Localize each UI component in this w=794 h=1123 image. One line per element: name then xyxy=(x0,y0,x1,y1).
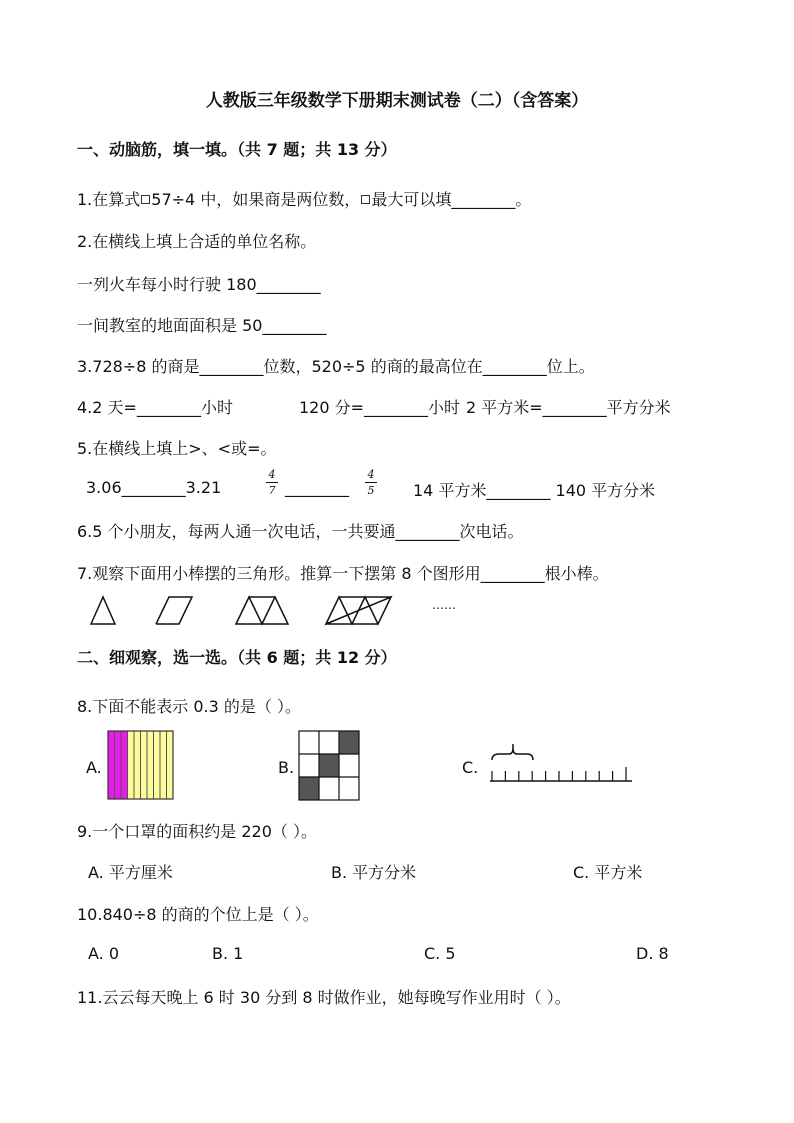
question-4c: 2 平方米=________平方分米 xyxy=(466,398,671,417)
q9-option-c: C. 平方米 xyxy=(573,863,643,882)
triangle-pattern-2 xyxy=(156,597,192,624)
question-9: 9.一个口罩的面积约是 220（ ）。 xyxy=(77,822,317,841)
fraction-left: 4 7 xyxy=(266,469,278,496)
question-5: 5.在横线上填上>、<或=。 xyxy=(77,439,277,458)
option-a-label: A. xyxy=(86,758,102,777)
q9-option-b: B. 平方分米 xyxy=(331,863,417,882)
q10-option-c: C. 5 xyxy=(424,944,456,963)
question-2: 2.在横线上填上合适的单位名称。 xyxy=(77,232,317,251)
question-2a: 一列火车每小时行驶 180________ xyxy=(77,275,321,294)
question-4b: 120 分=________小时 xyxy=(299,398,461,417)
q9-option-a: A. 平方厘米 xyxy=(88,863,173,882)
brace-icon xyxy=(492,744,533,760)
question-10: 10.840÷8 的商的个位上是（ ）。 xyxy=(77,905,319,924)
page-title: 人教版三年级数学下册期末测试卷（二）（含答案） xyxy=(205,91,589,111)
continuation-dots: …… xyxy=(432,598,456,612)
question-2b: 一间教室的地面面积是 50________ xyxy=(77,316,327,335)
figure-a-bar-model xyxy=(108,731,174,801)
q10-option-d: D. 8 xyxy=(636,944,669,963)
question-7: 7.观察下面用小棒摆的三角形。推算一下摆第 8 个图形用________根小棒。 xyxy=(77,564,609,583)
q10-option-b: B. 1 xyxy=(212,944,244,963)
option-b-label: B. xyxy=(278,758,295,777)
q10-option-a: A. 0 xyxy=(88,944,120,963)
blank-square-icon xyxy=(141,195,150,204)
question-1: 1.在算式 57÷4 中，如果商是两位数， 最大可以填________。 xyxy=(77,190,532,209)
figure-b-grid xyxy=(299,730,361,802)
fraction-right: 4 5 xyxy=(365,469,377,496)
question-3: 3.728÷8 的商是________位数，520÷5 的商的最高位在________位上。 xyxy=(77,357,595,376)
section-2-heading: 二、细观察，选一选。（共 6 题；共 12 分） xyxy=(77,648,397,667)
option-c-label: C. xyxy=(462,758,479,777)
question-11: 11.云云每天晚上 6 时 30 分到 8 时做作业，她每晚写作业用时（ ）。 xyxy=(77,988,571,1007)
section-1-heading: 一、动脑筋，填一填。（共 7 题；共 13 分） xyxy=(77,140,397,159)
triangle-pattern-4 xyxy=(326,597,391,624)
triangle-pattern-3 xyxy=(236,597,288,624)
question-4a: 4.2 天=________小时 xyxy=(77,398,233,417)
triangle-pattern-1 xyxy=(91,597,115,624)
question-8: 8.下面不能表示 0.3 的是（ ）。 xyxy=(77,697,301,716)
question-5c: 14 平方米________ 140 平方分米 xyxy=(413,481,656,500)
question-6: 6.5 个小朋友，每两人通一次电话，一共要通________次电话。 xyxy=(77,522,524,541)
blank-square-icon xyxy=(361,195,370,204)
question-5a: 3.06________3.21 xyxy=(86,478,222,497)
triangle-sticks-figure xyxy=(88,595,468,627)
figure-c-ruler xyxy=(490,742,636,782)
question-5b-blank: ________ xyxy=(285,478,349,497)
